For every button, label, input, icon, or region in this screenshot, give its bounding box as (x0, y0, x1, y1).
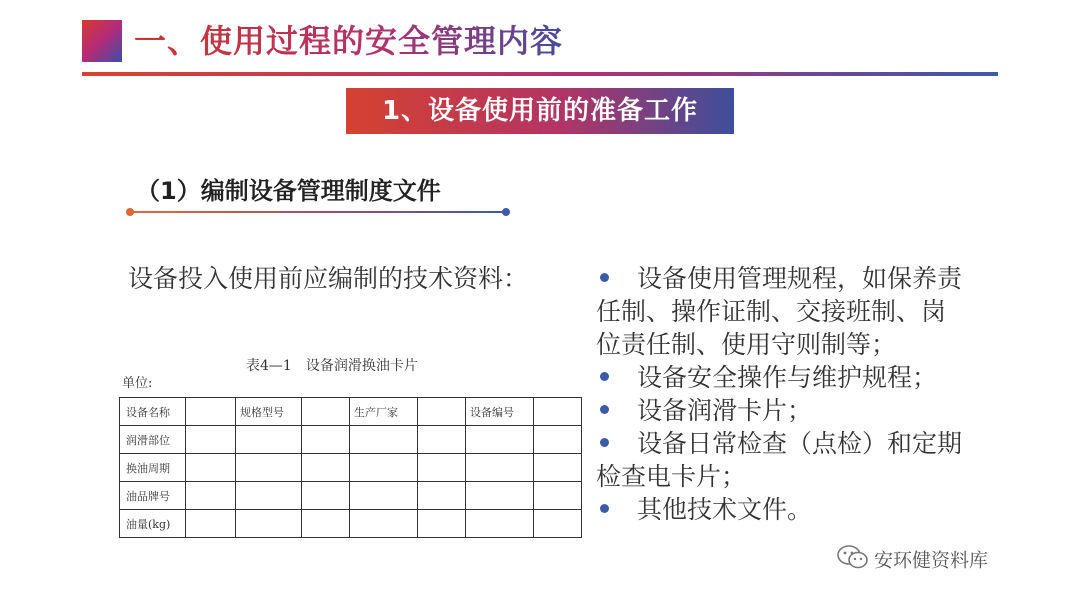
table-cell: 设备名称 (120, 398, 186, 426)
bullet-dot-icon (600, 273, 609, 282)
bullet-text: 设备使用管理规程，如保养责任制、操作证制、交接班制、岗位责任制、使用守则制等； (596, 264, 963, 359)
main-title: 一、使用过程的安全管理内容 (134, 14, 563, 68)
title-accent-block (82, 20, 122, 62)
section-underline (130, 211, 506, 213)
table-row-label: 油量(kg) (120, 510, 186, 538)
table-row-label: 油品牌号 (120, 482, 186, 510)
table-cell (186, 510, 236, 538)
table-cell (418, 454, 466, 482)
table-cell (534, 482, 582, 510)
table-cell (418, 482, 466, 510)
table-cell (186, 426, 236, 454)
table-cell (302, 426, 350, 454)
bullet-list (596, 262, 966, 526)
table-cell: 规格型号 (236, 398, 302, 426)
table-caption: 表4—1 设备润滑换油卡片 (246, 358, 418, 374)
table-cell (466, 426, 534, 454)
table-cell (350, 482, 418, 510)
title-underline (82, 72, 998, 76)
table-cell (534, 426, 582, 454)
list-item (596, 262, 966, 361)
list-item (596, 361, 966, 394)
list-item (596, 493, 966, 526)
watermark-text: 安环健资料库 (874, 549, 989, 572)
lubrication-card-table (119, 397, 582, 538)
table-cell (186, 454, 236, 482)
table-cell (302, 454, 350, 482)
table-cell (350, 426, 418, 454)
table-cell (534, 454, 582, 482)
bullet-dot-icon (600, 438, 609, 447)
table-cell (418, 510, 466, 538)
table-row (120, 482, 582, 510)
wechat-icon (836, 544, 870, 578)
table-unit-label: 单位: (122, 376, 153, 391)
table-cell (302, 398, 350, 426)
table-cell (466, 454, 534, 482)
bullet-text: 设备日常检查（点检）和定期检查电卡片； (596, 429, 963, 491)
watermark (836, 544, 988, 578)
table-row-label: 换油周期 (120, 454, 186, 482)
bullet-text: 设备安全操作与维护规程； (637, 363, 938, 392)
table-cell (186, 482, 236, 510)
table-cell: 生产厂家 (350, 398, 418, 426)
table-cell (350, 454, 418, 482)
table-cell (236, 454, 302, 482)
table-cell (418, 426, 466, 454)
table-cell (466, 510, 534, 538)
underline-right-dot (502, 208, 510, 216)
table-cell (302, 482, 350, 510)
subtitle-banner: 1、设备使用前的准备工作 (346, 88, 734, 134)
underline-left-dot (126, 208, 134, 216)
table-row (120, 426, 582, 454)
table-cell (236, 482, 302, 510)
table-header-row (120, 398, 582, 426)
table-cell: 设备编号 (466, 398, 534, 426)
bullet-dot-icon (600, 372, 609, 381)
list-item (596, 427, 966, 493)
table-cell (534, 510, 582, 538)
table-cell (534, 398, 582, 426)
table-row (120, 454, 582, 482)
table-row-label: 润滑部位 (120, 426, 186, 454)
section-heading: （1）编制设备管理制度文件 (136, 177, 441, 205)
table-cell (236, 510, 302, 538)
bullet-text: 其他技术文件。 (637, 495, 813, 524)
bullet-text: 设备润滑卡片； (637, 396, 813, 425)
table-cell (186, 398, 236, 426)
table-cell (302, 510, 350, 538)
intro-text: 设备投入使用前应编制的技术资料： (128, 264, 529, 293)
list-item (596, 394, 966, 427)
table-cell (466, 482, 534, 510)
bullet-dot-icon (600, 405, 609, 414)
table-cell (350, 510, 418, 538)
table-row (120, 510, 582, 538)
table-cell (418, 398, 466, 426)
table-cell (236, 426, 302, 454)
bullet-dot-icon (600, 504, 609, 513)
